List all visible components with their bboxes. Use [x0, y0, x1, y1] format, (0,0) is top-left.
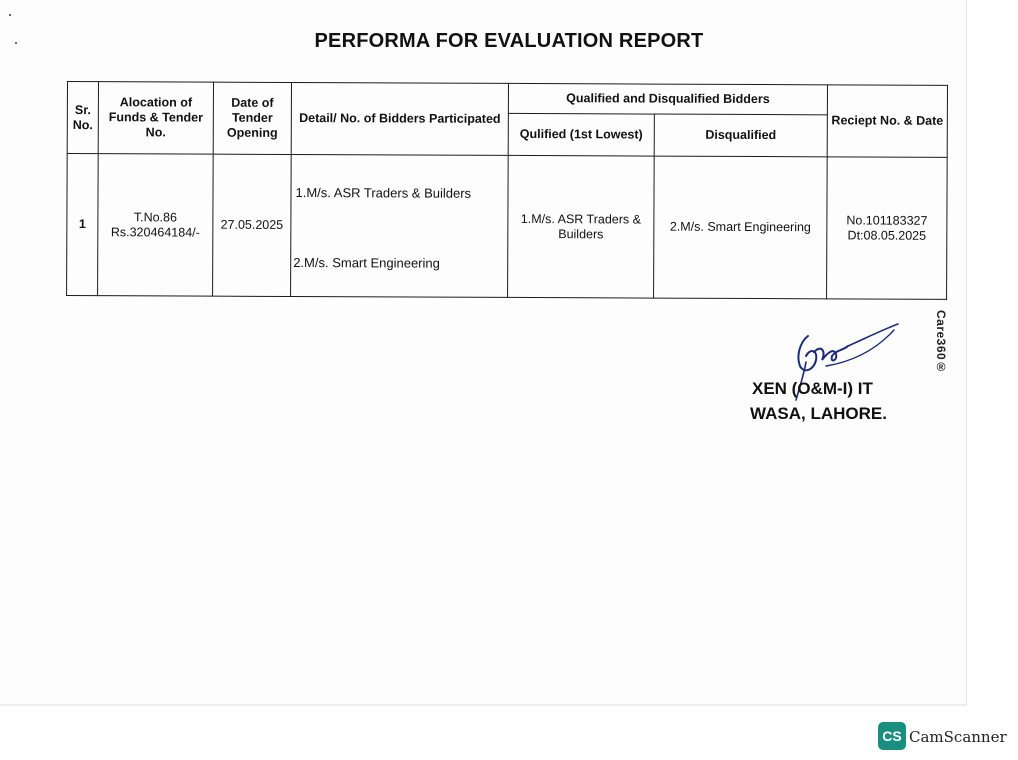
camscanner-label: CamScanner	[909, 728, 1007, 746]
receipt-date: Dt:08.05.2025	[847, 227, 927, 243]
header-tender-date: Date of Tender Opening	[213, 82, 291, 154]
header-bidders-detail: Detail/ No. of Bidders Participated	[291, 82, 508, 155]
header-qualified-group: Qualified and Disqualified Bidders	[508, 83, 827, 114]
cell-bidders	[291, 154, 509, 297]
bidder-1: 1.M/s. ASR Traders & Builders	[295, 184, 472, 201]
bidder-2: 2.M/s. Smart Engineering	[293, 254, 440, 271]
header-sr-no: Sr. No.	[67, 82, 98, 154]
signatory-organization: WASA, LAHORE.	[750, 404, 887, 423]
header-allocation: Alocation of Funds & Tender No.	[98, 82, 213, 155]
receipt-number: No.101183327	[846, 212, 928, 228]
tender-number: T.No.86	[133, 209, 177, 224]
signatory-designation: XEN (O&M-I) IT	[752, 379, 873, 398]
evaluation-table	[66, 81, 948, 300]
cell-disqualified: 2.M/s. Smart Engineering	[654, 156, 828, 299]
speck	[9, 14, 11, 16]
signatory-block	[750, 376, 887, 426]
tender-amount: Rs.320464184/-	[110, 224, 200, 240]
cell-sr-no: 1	[67, 154, 99, 296]
header-qualified: Qulified (1st Lowest)	[508, 113, 654, 156]
table-row	[67, 154, 948, 300]
cell-receipt	[827, 157, 948, 300]
page-title: PERFORMA FOR EVALUATION REPORT	[314, 30, 704, 52]
camscanner-logo-icon: CS	[878, 722, 906, 750]
cell-qualified: 1.M/s. ASR Traders & Builders	[508, 155, 655, 298]
cell-allocation	[98, 154, 214, 297]
cell-tender-date: 27.05.2025	[213, 154, 292, 296]
care360-stamp: Care360®	[934, 310, 948, 375]
header-disqualified: Disqualified	[654, 114, 827, 157]
header-receipt: Reciept No. & Date	[827, 85, 947, 158]
